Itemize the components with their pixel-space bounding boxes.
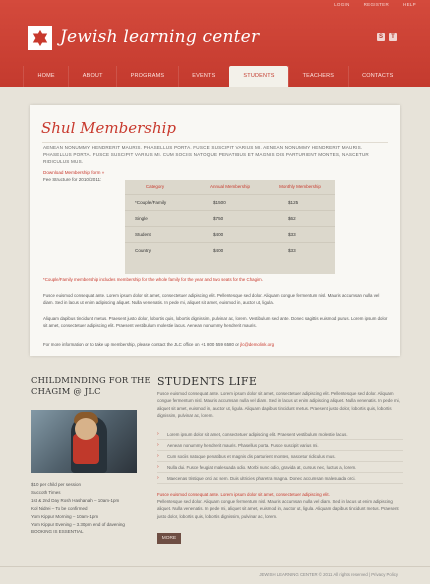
membership-paragraph-1: Fusce euismod consequat ante. Lorem ipsum dolor sit amet, consectetuer adipiscing elit. Pellentesque sed dolor. Aliquam congue fermentum nisl. Mauris accumsan nulla vel diam. Sed in lacus ut enim adipiscing aliquet. Nulla venenatis. In pede mi, aliquet sit amet, euismod in, auctor ut, ligula.: [43, 293, 380, 305]
table-row: [125, 242, 335, 258]
fee-structure-label: Fee Structure for 2010/2011:: [43, 177, 102, 182]
skype-icon[interactable]: S: [378, 34, 383, 40]
table-header-category: Category: [145, 184, 165, 189]
membership-panel: [30, 105, 400, 356]
footer-text: JEWISH LEARNING CENTER © 2011 All rights reserved | Privacy Policy: [259, 572, 398, 577]
download-form-link[interactable]: Download Membership form »: [43, 170, 105, 175]
students-life-title: STUDENTS LIFE: [157, 375, 258, 388]
table-cell: Student: [135, 232, 151, 237]
arrow-icon: ›: [157, 475, 159, 481]
arrow-icon: ›: [157, 442, 159, 448]
list-item-text: Aenean nonummy hendrerit mauris. Phasellus porta. Fusce suscipit varius mi.: [167, 442, 319, 448]
table-cell: *Couple/Family: [135, 200, 167, 205]
more-button[interactable]: MORE: [157, 533, 181, 544]
membership-paragraph-2: Aliquam dapibus tincidunt metus. Praesent justo dolor, lobortis quis, lobortis dignissim, pulvinar ac, lorem. Vestibulum sed ante. Donec sagittis euismod purus. Lorem ipsum dolor sit amet, consectetuer adipiscing elit. Praesent vestibulum molestie lacus. Aenean nonummy hendrerit mauris.: [43, 316, 388, 328]
site-title[interactable]: Jewish learning center: [60, 27, 260, 47]
table-header-monthly: Monthly Membership: [279, 184, 321, 189]
students-life-paragraph-2: Fusce euismod consequat ante. Lorem ipsum dolor sit amet, consectetuer adipiscing elit.: [157, 492, 330, 497]
membership-title: Shul Membership: [41, 119, 177, 137]
table-cell: $62: [288, 216, 296, 221]
childminding-details: [31, 481, 146, 536]
table-row: [125, 194, 335, 210]
students-life-list: [157, 429, 403, 484]
footer: [0, 566, 430, 584]
table-header-annual: Annual Membership: [209, 184, 251, 189]
table-cell: $750: [213, 216, 224, 221]
nav-students[interactable]: STUDENTS: [229, 66, 288, 87]
table-cell: $33: [288, 232, 296, 237]
contact-email-link[interactable]: jlc@demolink.org: [240, 342, 275, 347]
nav-home[interactable]: HOME: [23, 66, 68, 87]
list-item: Succoth Times: [31, 489, 61, 495]
star-of-david-icon: [31, 29, 49, 47]
nav-events[interactable]: EVENTS: [178, 66, 229, 87]
table-cell: $1500: [213, 200, 226, 205]
list-item-text: Lorem ipsum dolor sit amet, consectetuer adipiscing elit. Praesent vestibulum molestie lacus.: [167, 431, 348, 437]
nav-teachers[interactable]: TEACHERS: [288, 66, 348, 87]
table-cell: $125: [288, 200, 299, 205]
list-item-text: Maecenas tristique orci ac sem. Duis ultricies pharetra magna. Donec accumsan malesuada orci.: [167, 475, 356, 481]
main-nav: [23, 66, 407, 87]
table-row: [125, 226, 335, 242]
child-photo: [31, 410, 137, 473]
table-cell: Single: [135, 216, 148, 221]
membership-note: *Couple/Family membership includes membership for the whole family for the year and two seats for the Chagim.: [43, 277, 263, 282]
arrow-icon: ›: [157, 453, 159, 459]
contact-text: For more information or to take up membership, please contact the JLC office on +1 800 559 6580 or: [43, 342, 240, 347]
help-link[interactable]: HELP: [403, 2, 416, 7]
list-item-text: Cum sociis natoque penatibus et magnis dis parturient montes, nascetur ridiculus mus.: [167, 453, 336, 459]
nav-about[interactable]: ABOUT: [68, 66, 116, 87]
list-item: Yom Kippur Morning – 10am-1pm: [31, 513, 99, 519]
childminding-title: CHILDMINDING FOR THE CHAGIM @ JLC: [31, 375, 151, 396]
list-item-text: Nulla dui. Fusce feugiat malesuada odio. Morbi nunc odio, gravida at, cursus nec, luctus a, lorem.: [167, 464, 357, 470]
list-item: $10 per child per session: [31, 482, 82, 487]
list-item: [157, 462, 403, 473]
nav-contacts[interactable]: CONTACTS: [348, 66, 407, 87]
list-item: 1st & 2nd Day Rosh Hashanah – 10am-1pm: [31, 497, 120, 503]
top-links: [334, 2, 416, 7]
membership-intro: AENEAN NONUMMY HENDRERIT MAURIS. PHASELLUS PORTA. FUSCE SUSCIPIT VARIUS MI. AENEAN NONUMMY HENDRERIT MAURIS. PHASELLUS PORTA. FUSCE SUSCIPIT VARIUS MI. CUM SOCIIS NATOQUE PENATIBUS ET MAGNIS DIS PARTURIENT MONTES, NASCETUR RIDICULUS MUS.: [43, 145, 369, 164]
arrow-icon: ›: [157, 431, 159, 437]
membership-contact: [43, 342, 274, 347]
header: [0, 0, 430, 87]
table-cell: $400: [213, 232, 224, 237]
arrow-icon: ›: [157, 464, 159, 470]
nav-programs[interactable]: PROGRAMS: [116, 66, 178, 87]
students-life-paragraph-1: Fusce euismod consequat ante. Lorem ipsum dolor sit amet, consectetuer adipiscing elit. Pellentesque sed dolor. Aliquam congue fermentum nisl. Mauris accumsan nulla vel diam. Sed in lacus ut enim adipiscing aliquet. Nulla venenatis. In pede mi, aliquet sit amet, euismod in, auctor ut, ligula. Aliquam dapibus tincidunt metus. Praesent justo dolor, lobortis quis, lobortis dignissim, pulvinar ac, lorem.: [157, 391, 400, 418]
twitter-icon[interactable]: T: [389, 33, 397, 41]
social-links: [377, 33, 397, 41]
logo[interactable]: [28, 26, 52, 50]
table-cell: Country: [135, 248, 152, 253]
list-item: [157, 473, 403, 484]
table-row: [125, 210, 335, 226]
students-life-paragraph-3: Pellentesque sed dolor. Aliquam congue fermentum nisl. Mauris accumsan nulla vel diam. Sed in lacus ut enim adipiscing aliquet. Nulla venenatis. In pede mi, aliquet sit amet, euismod in, auctor ut, ligula. Aliquam dapibus tincidunt metus. Praesent justo dolor, lobortis quis, lobortis dignissim, pulvinar ac, lorem.: [157, 499, 399, 519]
table-cell: $400: [213, 248, 224, 253]
list-item: BOOKING IS ESSENTIAL: [31, 529, 84, 535]
list-item: Yom Kippur Evening – 3.30pm end of davening: [31, 521, 125, 527]
list-item: [157, 429, 403, 440]
divider: [42, 142, 388, 143]
list-item: [157, 440, 403, 451]
table-cell: $33: [288, 248, 296, 253]
fee-table: [125, 180, 335, 274]
register-link[interactable]: REGISTER: [363, 2, 390, 7]
list-item: Kol Nidrei – To be confirmed: [31, 505, 88, 511]
list-item: [157, 451, 403, 462]
login-link[interactable]: LOGIN: [334, 2, 350, 7]
